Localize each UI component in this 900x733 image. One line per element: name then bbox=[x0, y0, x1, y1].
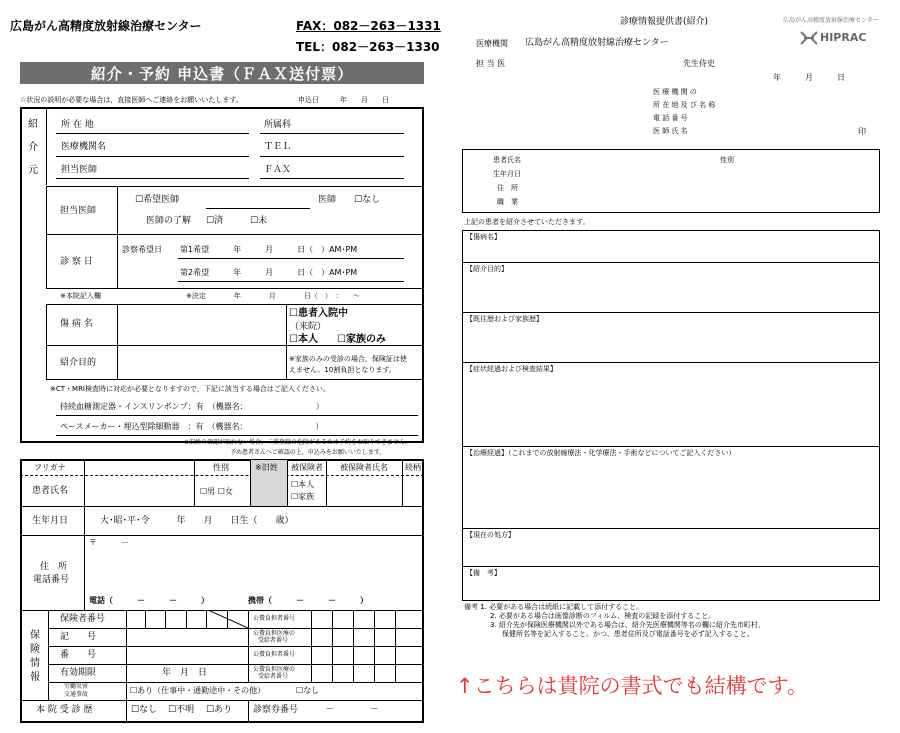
first-wish: 第1希望 年 月 日（ ）AM･PM bbox=[180, 245, 358, 254]
public-2b: 受給者番号 bbox=[258, 637, 289, 644]
label-sex: 性別 bbox=[213, 463, 229, 472]
rp-intro: 上記の患者を紹介させていただきます。 bbox=[464, 218, 590, 226]
sec-remarks: 【備 考】 bbox=[466, 569, 501, 577]
label-purpose: 紹介目的 bbox=[60, 358, 97, 368]
family-note-1: ※家族のみの受診の場合，保険証は使 bbox=[289, 355, 407, 363]
seal-mark: 印 bbox=[858, 127, 866, 136]
side-label-1: 紹 bbox=[28, 119, 38, 130]
mobile-line: 携帯（ － － ） bbox=[248, 596, 368, 605]
label-mark: 記 号 bbox=[60, 632, 97, 642]
report-box bbox=[462, 230, 880, 601]
label-labor: 労働災害 bbox=[64, 683, 89, 690]
apply-date: 申込日 年 月 日 bbox=[298, 96, 389, 104]
patient-info-box bbox=[462, 149, 880, 213]
hiprac-logo-icon bbox=[800, 30, 818, 46]
old-name-note-1: ※旧姓の確認が取れない場合，二重登録の危険があるため予約をお取りできません。 bbox=[184, 439, 412, 446]
label-department: 所属科 bbox=[264, 120, 292, 130]
sender-line-3: 電 話 番 号 bbox=[653, 114, 688, 122]
public-2a: 公費負担医療の bbox=[253, 630, 296, 637]
male-female[interactable]: ☐男 ☐女 bbox=[200, 487, 233, 496]
label-valid: 有効期限 bbox=[60, 668, 97, 678]
label-number: 番 号 bbox=[60, 650, 97, 660]
remark-2: 2. 必要がある場合は画像診断のフィルム、検査の記録を添付すること。 bbox=[490, 612, 716, 620]
rp-job: 職 業 bbox=[497, 198, 518, 206]
institution-name: 広島がん高精度放射線治療センター bbox=[525, 38, 669, 48]
wish-doctor[interactable]: ☐希望医師 bbox=[135, 195, 180, 205]
label-exam-date: 診 察 日 bbox=[60, 257, 93, 267]
decided-date: ※決定 年 月 日（ ） ： ～ bbox=[186, 292, 360, 300]
label-relation: 続柄 bbox=[405, 463, 421, 472]
ins-side-1: 保 bbox=[30, 630, 40, 641]
label-assigned-doctor: 担当医師 bbox=[60, 206, 97, 216]
device-2: ペースメーカー・埋込型除細動器 ：有 （機器名： ） bbox=[60, 422, 324, 431]
institution-label: 医療機関 bbox=[476, 39, 508, 48]
self-check[interactable]: ☐本人 bbox=[289, 334, 318, 345]
postal-code: 〒 － bbox=[89, 538, 129, 547]
sec-diagnosis: 【傷病名】 bbox=[466, 233, 501, 241]
sender-line-2: 所 在 地 及 び 名 称 bbox=[653, 101, 716, 109]
label-insurer-no: 保険者番号 bbox=[60, 614, 106, 624]
hiprac-logo: HIPRAC bbox=[820, 31, 867, 44]
valid-value: 年 月 日 bbox=[162, 668, 208, 678]
device-1: 持続血糖測定器・インスリンポンプ：有 （機器名： ） bbox=[60, 402, 324, 411]
rp-name: 患者氏名 bbox=[493, 156, 521, 164]
side-label-3: 元 bbox=[28, 165, 38, 176]
sec-history: 【既往歴および家族歴】 bbox=[466, 315, 543, 323]
side-label-2: 介 bbox=[28, 142, 38, 153]
labor-no[interactable]: ☐なし bbox=[296, 686, 320, 695]
ins-side-2: 険 bbox=[30, 644, 40, 655]
hospital-name: 広島がん高精度放射線治療センター bbox=[10, 19, 202, 33]
label-ticket: 診察券番号 bbox=[253, 705, 299, 715]
label-furigana: フリガナ bbox=[34, 463, 66, 472]
label-patient-name: 患者氏名 bbox=[32, 486, 69, 496]
labor-yes[interactable]: ☐あり（仕事中・通勤途中・その他） bbox=[130, 686, 266, 695]
old-name-note-2: 予め患者さんへご確認の上，申込みをお願いいたします。 bbox=[230, 449, 386, 456]
caption-note: ↑こちらは貴院の書式でも結構です。 bbox=[456, 674, 808, 698]
insured-self[interactable]: ☐本人 bbox=[291, 480, 315, 489]
second-wish: 第2希望 年 月 日（ ）AM･PM bbox=[180, 268, 358, 277]
family-check[interactable]: ☐家族のみ bbox=[337, 334, 386, 345]
public-4b: 受給者番号 bbox=[258, 673, 289, 680]
rp-birth: 生年月日 bbox=[493, 170, 521, 178]
label-traffic: 交通事故 bbox=[64, 691, 89, 698]
family-note-2: えません。10割負担となります。 bbox=[289, 366, 396, 374]
consent-yes[interactable]: ☐済 bbox=[206, 216, 224, 226]
history-unknown[interactable]: ☐不明 bbox=[168, 705, 195, 715]
history-yes[interactable]: ☐あり bbox=[206, 705, 233, 715]
fax-number: FAX：082－263－1331 bbox=[296, 19, 441, 33]
doctor-consent: 医師の了解 bbox=[146, 216, 192, 226]
label-facility: 医療機関名 bbox=[61, 142, 107, 152]
logo-caption: 広島がん高精度放射線治療センター bbox=[783, 17, 879, 24]
ins-side-3: 情 bbox=[30, 658, 40, 669]
ins-side-4: 報 bbox=[30, 672, 40, 683]
doctor-suffix: 医師 bbox=[318, 195, 337, 205]
public-4a: 公費負担医療の bbox=[253, 666, 296, 673]
consent-no[interactable]: ☐未 bbox=[250, 216, 268, 226]
right-date: 年 月 日 bbox=[773, 73, 845, 82]
visit-label: （来院） bbox=[290, 322, 327, 332]
right-title: 診療情報提供書(紹介) bbox=[620, 17, 709, 27]
remark-1: 備考 1. 必要がある場合は続紙に記載して添付すること。 bbox=[464, 603, 644, 611]
inpatient-check[interactable]: ☐患者入院中 bbox=[289, 308, 348, 319]
label-insured-name: 被保険者氏名 bbox=[340, 463, 388, 472]
form-title: 紹介・予約 申込書（ＦＡＸ送付票） bbox=[20, 62, 424, 84]
history-none[interactable]: ☐なし bbox=[131, 705, 158, 715]
note-top: ☆状況の説明が必要な場合は，直接医師へご連絡をお願いいたします。 bbox=[20, 96, 243, 104]
phone-line: 電話（ － － ） bbox=[89, 596, 209, 605]
label-doctor: 担当医師 bbox=[61, 165, 98, 175]
insured-family[interactable]: ☐家族 bbox=[291, 492, 315, 501]
sensei-label: 先生侍史 bbox=[683, 59, 715, 68]
label-old-name: ※旧姓 bbox=[255, 463, 278, 472]
label-tel: ＴＥＬ bbox=[264, 142, 292, 152]
sec-treatment: 【治療経過】（これまでの放射線療法・化学療法・手術などについてご記入ください） bbox=[466, 449, 736, 457]
rp-address: 住 所 bbox=[497, 184, 518, 192]
wish-date: 診察希望日 bbox=[122, 245, 162, 254]
office-note: ※本院記入欄 bbox=[60, 292, 101, 300]
ticket-dash: － － bbox=[325, 705, 380, 715]
sec-symptoms: 【症状経過および検査結果】 bbox=[466, 365, 557, 373]
sender-line-1: 医 療 機 関 の bbox=[653, 88, 697, 96]
label-location: 所 在 地 bbox=[61, 120, 94, 130]
doctor-none[interactable]: ☐なし bbox=[354, 195, 381, 205]
remark-3: 3. 紹介先が保険医療機関以外である場合は、紹介先医療機関等名の欄に紹介先市町村、 bbox=[490, 621, 765, 629]
birth-value: 大･昭･平･令 年 月 日生（ 歳） bbox=[100, 516, 294, 526]
insurer-slash bbox=[208, 610, 248, 628]
ct-note: ※CT・MRI検査時に対応が必要となりますので，下記に該当する場合はご記入ください。 bbox=[50, 385, 330, 393]
rp-sex: 性別 bbox=[720, 156, 734, 164]
public-1: 公費負担者番号 bbox=[253, 615, 296, 622]
label-birth: 生年月日 bbox=[32, 516, 69, 526]
sender-line-4: 医 師 氏 名 bbox=[653, 127, 688, 135]
sec-prescription: 【現在の処方】 bbox=[466, 531, 515, 539]
public-3: 公費負担者番号 bbox=[253, 651, 296, 658]
label-visit-history: 本 院 受 診 歴 bbox=[36, 705, 93, 715]
label-address: 住 所 bbox=[40, 562, 68, 572]
label-insured: 被保険者 bbox=[291, 463, 323, 472]
label-phone-number: 電話番号 bbox=[33, 575, 70, 585]
remark-4: 保健所名等を記入すること。かつ、患者住所及び電話番号を必ず記入すること。 bbox=[502, 630, 754, 638]
label-fax: ＦＡＸ bbox=[264, 165, 292, 175]
tel-number: TEL：082－263－1330 bbox=[296, 40, 440, 54]
label-disease: 傷 病 名 bbox=[60, 319, 93, 329]
sec-purpose: 【紹介目的】 bbox=[466, 265, 508, 273]
doctor-label: 担 当 医 bbox=[476, 59, 506, 68]
